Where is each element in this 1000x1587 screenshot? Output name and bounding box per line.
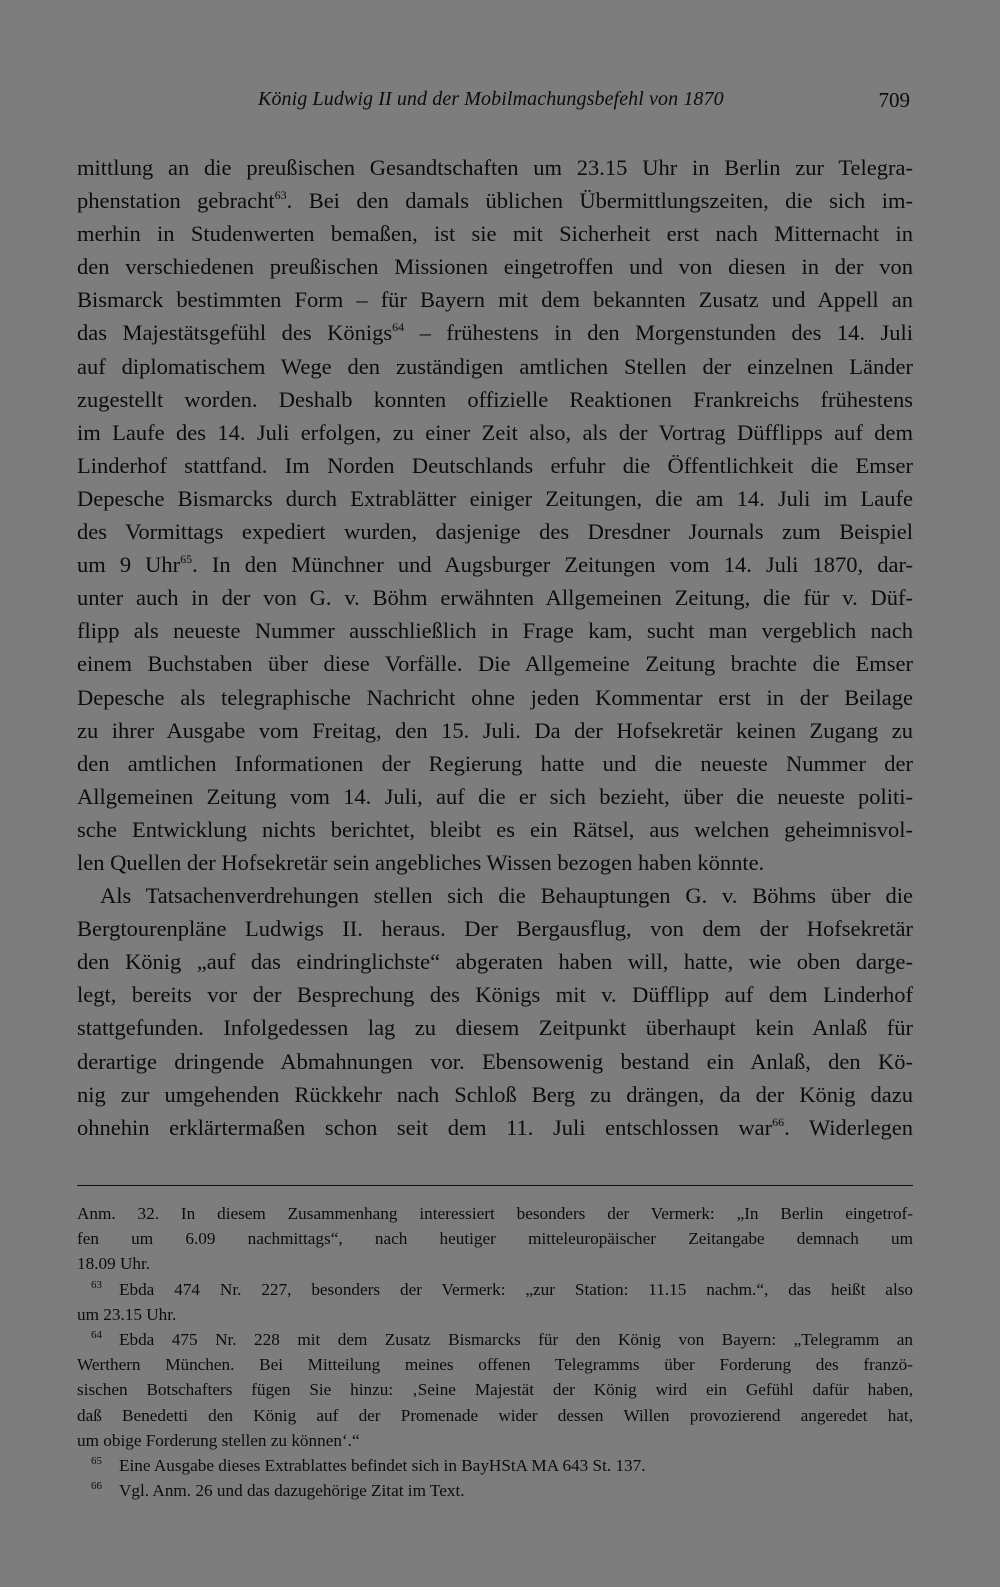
running-header: König Ludwig II und der Mobilmachungsbefehl von 1870 bbox=[258, 88, 724, 110]
body-line: um 9 Uhr$^{65}$. In den Münchner und Augsburger Zeitungen vom 14. Juli 1870, dar- bbox=[77, 552, 914, 578]
body-line: Linderhof stattfand. Im Norden Deutschlands erfuhr die Öffentlichkeit die Emser bbox=[77, 452, 913, 478]
footnote-ref: 64 bbox=[392, 320, 405, 335]
body-line: des Vormittags expediert wurden, dasjenige des Dresdner Journals zum Beispiel bbox=[77, 519, 913, 545]
body-line: zugestellt worden. Deshalb konnten offizielle Reaktionen Frankreichs frühestens bbox=[77, 386, 913, 412]
footnote-ref: 63 bbox=[274, 188, 287, 203]
footnote-line: 18.09 Uhr. bbox=[77, 1254, 151, 1274]
body-line: das Majestätsgefühl des Königs$^{64}$ – frühestens in den Morgenstunden des 14. Juli bbox=[77, 320, 913, 346]
body-line: merhin in Studenwerten bemaßen, ist sie mit Sicherheit erst nach Mitternacht in bbox=[77, 221, 913, 247]
body-line: Bergtourenpläne Ludwigs II. heraus. Der Bergausflug, von dem der Hofsekretär bbox=[77, 916, 913, 942]
body-line: legt, bereits vor der Besprechung des Königs mit v. Düfflipp auf dem Linderhof bbox=[77, 982, 913, 1008]
footnote-line: Werthern München. Bei Mitteilung meines offenen Telegramms über Forderung des franzö- bbox=[77, 1355, 913, 1375]
footnote-ref: 65 bbox=[180, 552, 193, 567]
footnote-line: 66 Vgl. Anm. 26 und das dazugehörige Zitat im Text. bbox=[91, 1480, 465, 1501]
body-line: phenstation gebracht$^{63}$. Bei den damals üblichen Übermittlungszeiten, die sich im- bbox=[77, 188, 913, 214]
body-line: den verschiedenen preußischen Missionen eingetroffen und von diesen in der von bbox=[77, 254, 913, 280]
body-line: den König „auf das eindringlichste“ abgeraten haben will, hatte, wie oben darge- bbox=[77, 949, 913, 975]
body-line: den amtlichen Informationen der Regierung hatte und die neueste Nummer der bbox=[77, 750, 913, 776]
body-line: auf diplomatischem Wege den zuständigen amtlichen Stellen der einzelnen Länder bbox=[77, 353, 913, 379]
body-line: zu ihrer Ausgabe vom Freitag, den 15. Juli. Da der Hofsekretär keinen Zugang zu bbox=[77, 717, 913, 743]
footnote-line: um 23.15 Uhr. bbox=[77, 1304, 177, 1324]
body-line: Allgemeinen Zeitung vom 14. Juli, auf die er sich bezieht, über die neueste politi- bbox=[77, 783, 913, 809]
footnote-line: fen um 6.09 nachmittags“, nach heutiger mitteleuropäischer Zeitangabe demnach um bbox=[77, 1229, 913, 1249]
body-line: Depesche Bismarcks durch Extrablätter einiger Zeitungen, die am 14. Juli im Laufe bbox=[77, 485, 913, 511]
footnote-line: Anm. 32. In diesem Zusammenhang interessiert besonders der Vermerk: „In Berlin eingetrof- bbox=[77, 1204, 913, 1223]
body-line: Als Tatsachenverdrehungen stellen sich die Behauptungen G. v. Böhms über die bbox=[100, 883, 913, 909]
body-line: unter auch in der von G. v. Böhm erwähnten Allgemeinen Zeitung, die für v. Düf- bbox=[77, 585, 913, 611]
body-line: stattgefunden. Infolgedessen lag zu diesem Zeitpunkt überhaupt kein Anlaß für bbox=[77, 1015, 913, 1041]
body-line: einem Buchstaben über diese Vorfälle. Die Allgemeine Zeitung brachte die Emser bbox=[77, 651, 913, 677]
footnote-line: 65 Eine Ausgabe dieses Extrablattes befindet sich in BayHStA MA 643 St. 137. bbox=[91, 1454, 646, 1475]
body-line: nig zur umgehenden Rückkehr nach Schloß Berg zu drängen, da der König dazu bbox=[77, 1081, 913, 1107]
footnote-line: 64 Ebda 475 Nr. 228 mit dem Zusatz Bismarcks für den König von Bayern: „Telegramm an bbox=[91, 1328, 913, 1349]
body-line: Bismarck bestimmten Form – für Bayern mit dem bekannten Zusatz und Appell an bbox=[77, 287, 913, 313]
body-line: im Laufe des 14. Juli erfolgen, zu einer Zeit also, als der Vortrag Düfflipps auf dem bbox=[77, 419, 913, 445]
footnote-line: um obige Forderung stellen zu können‘.“ bbox=[77, 1430, 360, 1450]
body-line: Depesche als telegraphische Nachricht ohne jeden Kommentar erst in der Beilage bbox=[77, 684, 913, 710]
footnote-line: daß Benedetti den König auf der Promenade wider dessen Willen provozierend angeredet hat, bbox=[77, 1405, 913, 1425]
body-line: len Quellen der Hofsekretär sein angebliches Wissen bezogen haben könnte. bbox=[77, 849, 765, 875]
body-line: derartige dringende Abmahnungen vor. Ebensowenig bestand ein Anlaß, den Kö- bbox=[77, 1048, 913, 1074]
footnote-divider bbox=[77, 1185, 913, 1186]
body-line: ohnehin erklärtermaßen schon seit dem 11. Juli entschlossen war$^{66}$. Widerlegen bbox=[77, 1114, 913, 1140]
body-line: mittlung an die preußischen Gesandtschaften um 23.15 Uhr in Berlin zur Telegra- bbox=[77, 155, 913, 180]
body-text bbox=[77, 151, 913, 1144]
body-line: flipp als neueste Nummer ausschließlich in Frage kam, sucht man vergeblich nach bbox=[77, 618, 913, 644]
footnote-ref: 66 bbox=[772, 1114, 785, 1129]
page-number: 709 bbox=[878, 88, 910, 112]
footnote-line: sischen Botschafters fügen Sie hinzu: ‚Seine Majestät der König wird ein Gefühl dafür haben, bbox=[77, 1380, 913, 1400]
footnotes bbox=[77, 1201, 913, 1503]
body-line: sche Entwicklung nichts berichtet, bleibt es ein Rätsel, aus welchen geheimnisvol- bbox=[77, 816, 913, 842]
footnote-line: 63 Ebda 474 Nr. 227, besonders der Vermerk: „zur Station: 11.15 nachm.“, das heißt also bbox=[91, 1278, 913, 1299]
